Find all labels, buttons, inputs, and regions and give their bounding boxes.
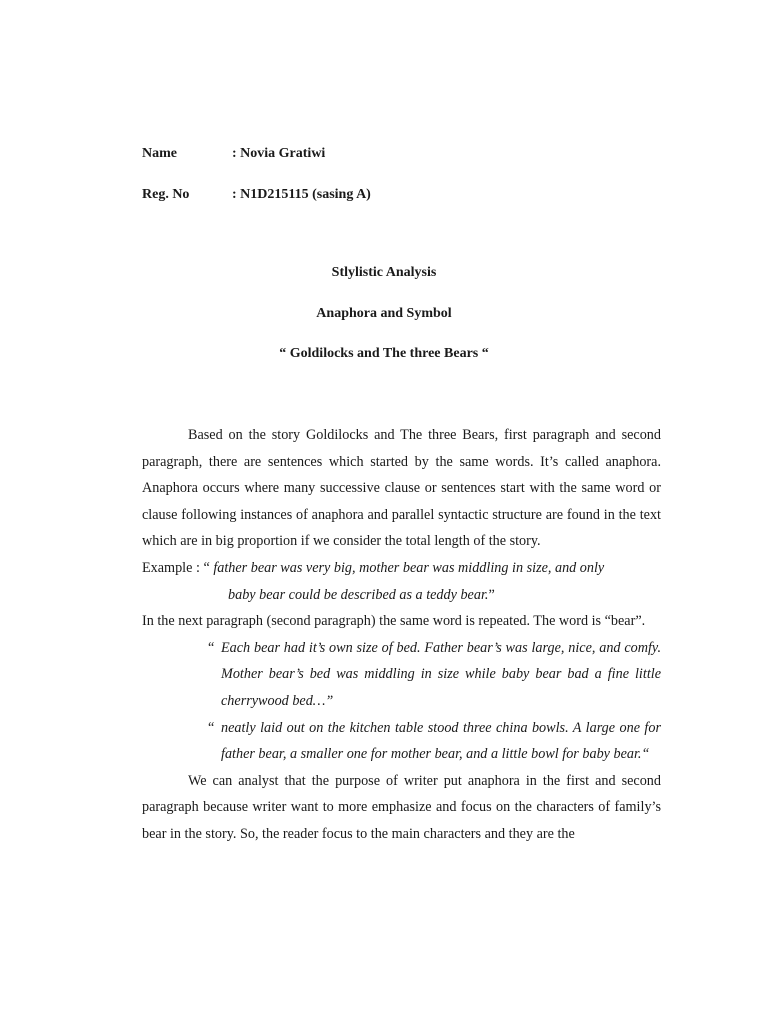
example-row	[142, 555, 661, 582]
example-continuation	[142, 582, 661, 609]
quote-1	[208, 635, 661, 715]
quote-1-mark: “	[208, 639, 215, 656]
reg-label: Reg. No	[142, 187, 190, 202]
quote-2-mark: “	[208, 719, 215, 736]
paragraph-2: In the next paragraph (second paragraph) the same word is repeated. The word is “bear”.	[142, 613, 646, 630]
example-text-line2: baby bear could be described as a teddy bear.	[228, 586, 489, 603]
reg-row	[142, 187, 371, 203]
example-label: Example : “	[142, 559, 214, 576]
name-label: Name	[142, 146, 177, 161]
quote-2	[208, 715, 661, 768]
name-value: : Novia Gratiwi	[232, 146, 326, 161]
body-text	[142, 422, 661, 848]
title-story-name: “ Goldilocks and The three Bears “	[279, 346, 489, 361]
quote-1-text: Each bear had it’s own size of bed. Father bear’s was large, nice, and comfy. Mother bear’s bed was middling in size while baby bear bad a fine little cherrywood bed…”	[221, 639, 661, 709]
name-row	[142, 146, 325, 162]
paragraph-1: Based on the story Goldilocks and The three Bears, first paragraph and second paragraph, there are sentences which started by the same words. It’s called anaphora. Anaphora occurs where many successive clause or sentences start with the same word or clause following instances of anaphora and parallel syntactic structure are found in the text which are in big proportion if we consider the total length of the story.	[142, 427, 661, 550]
quote-2-text: neatly laid out on the kitchen table stood three china bowls. A large one for father bear, a smaller one for mother bear, and a little bowl for baby bear.“	[221, 719, 661, 763]
paragraph-3: We can analyst that the purpose of writer put anaphora in the first and second paragraph because writer want to more emphasize and focus on the characters of family’s bear in the story. So, the reader focus to the main characters and they are the	[142, 772, 661, 842]
example-text-line1: father bear was very big, mother bear was middling in size, and only	[213, 559, 605, 576]
example-close-quote: ”	[488, 586, 495, 603]
title-stylistic-analysis: Stlylistic Analysis	[331, 265, 437, 280]
title-anaphora-symbol: Anaphora and Symbol	[316, 306, 452, 321]
reg-value: : N1D215115 (sasing A)	[232, 187, 371, 202]
